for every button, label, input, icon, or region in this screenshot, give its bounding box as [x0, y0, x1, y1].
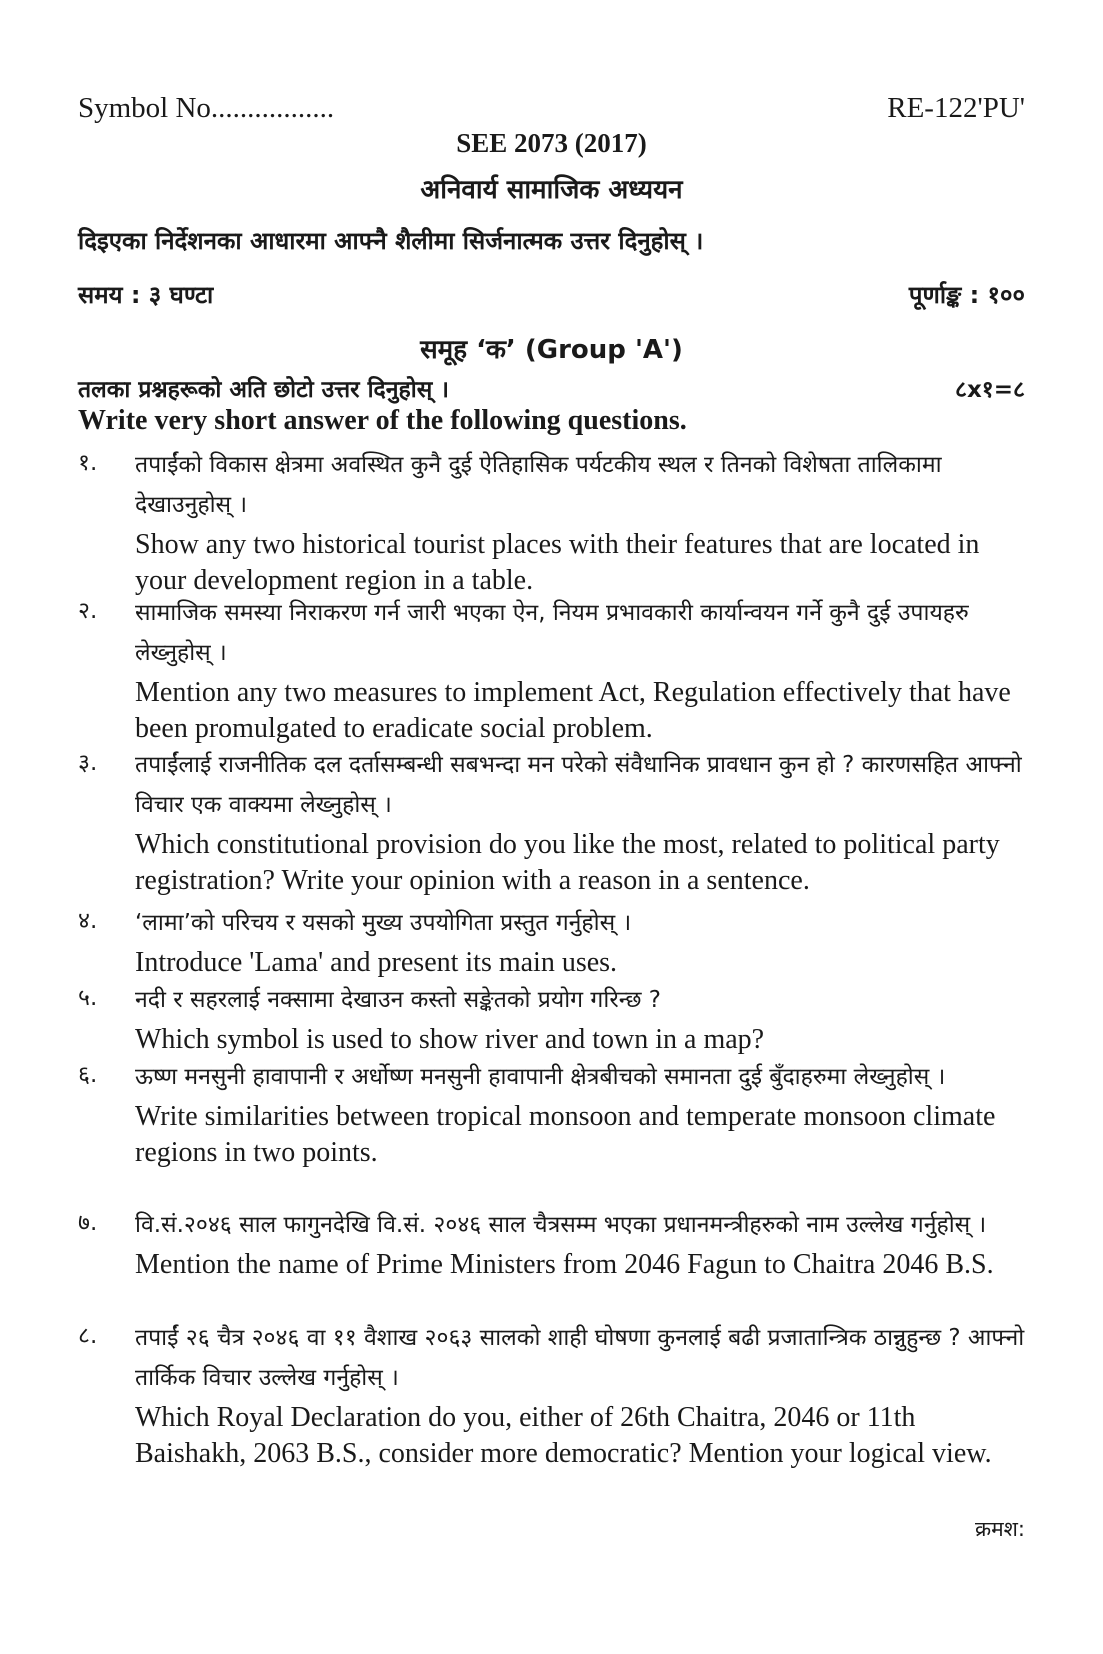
question-text-np: नदी र सहरलाई नक्सामा देखाउन कस्तो सङ्केतको प्रयोग गरिन्छ ? [135, 987, 661, 1013]
full-marks: पूर्णाङ्क : १०० [908, 281, 1025, 309]
question-text-en: Mention any two measures to implement Act, Regulation effectively that have been promulgated to eradicate social problem. [135, 677, 1011, 744]
question-number: ५. [78, 985, 98, 1011]
question-3 [78, 745, 1025, 899]
question-7 [78, 1205, 1025, 1283]
subject-title: अनिवार्य सामाजिक अध्ययन [420, 175, 683, 205]
question-number: ६. [78, 1062, 98, 1088]
symbol-number: Symbol No................. [78, 92, 335, 124]
question-1 [78, 445, 1025, 599]
exam-title: SEE 2073 (2017) [456, 128, 647, 158]
general-instruction: दिइएका निर्देशनका आधारमा आफ्नै शैलीमा सिर्जनात्मक उत्तर दिनुहोस् । [78, 227, 704, 255]
question-4 [78, 903, 1025, 981]
time-marks-row [78, 278, 1025, 311]
paper-code: RE-122'PU' [887, 92, 1025, 124]
question-text-np: सामाजिक समस्या निराकरण गर्न जारी भएका ऐन, नियम प्रभावकारी कार्यान्वयन गर्ने कुनै दुई उपायहरु लेख्नुहोस् । [135, 600, 969, 666]
question-8 [78, 1318, 1025, 1472]
group-instruction-np: तलका प्रश्नहरूको अति छोटो उत्तर दिनुहोस् । [78, 377, 449, 403]
continued-label: क्रमश: [974, 1517, 1025, 1541]
top-header-row [78, 92, 1025, 125]
question-text-np: तपाईंलाई राजनीतिक दल दर्तासम्बन्धी सबभन्दा मन परेको संवैधानिक प्रावधान कुन हो ? कारणसहित आफ्नो विचार एक वाक्यमा लेख्नुहोस् । [135, 752, 1022, 818]
group-title [78, 330, 1025, 366]
group-title-text: समूह ‘क’ (Group 'A') [420, 335, 683, 365]
question-number: ३. [78, 750, 98, 776]
group-marks: ८x१=८ [955, 377, 1025, 403]
group-instruction-row [78, 372, 1025, 404]
question-text-np: तपाईंको विकास क्षेत्रमा अवस्थित कुनै दुई ऐतिहासिक पर्यटकीय स्थल र तिनको विशेषता तालिकामा देखाउनुहोस् । [135, 452, 942, 518]
question-text-np: ऊष्ण मनसुनी हावापानी र अर्धोष्ण मनसुनी हावापानी क्षेत्रबीचको समानता दुई बुँदाहरुमा लेख्नुहोस् । [135, 1064, 946, 1090]
question-text-en: Show any two historical tourist places with their features that are located in your development region in a table. [135, 529, 980, 596]
question-text-en: Which symbol is used to show river and town in a map? [135, 1024, 765, 1055]
question-number: २. [78, 598, 98, 624]
question-text-en: Introduce 'Lama' and present its main uses. [135, 947, 618, 978]
question-6 [78, 1057, 1025, 1171]
time-allowed: समय : ३ घण्टा [78, 281, 214, 309]
question-2 [78, 593, 1025, 747]
question-number: ८. [78, 1323, 98, 1349]
question-text-np: तपाईं २६ चैत्र २०४६ वा ११ वैशाख २०६३ सालको शाही घोषणा कुनलाई बढी प्रजातान्त्रिक ठान्नुहुन्छ ? आफ्नो तार्किक विचार उल्लेख गर्नुहोस् । [135, 1325, 1025, 1391]
question-number: ४. [78, 908, 98, 934]
question-number: ७. [78, 1210, 98, 1236]
question-text-en: Mention the name of Prime Ministers from 2046 Fagun to Chaitra 2046 B.S. [135, 1249, 994, 1280]
question-text-np: ‘लामा’को परिचय र यसको मुख्य उपयोगिता प्रस्तुत गर्नुहोस् । [135, 910, 632, 936]
question-number: १. [78, 450, 98, 476]
question-5 [78, 980, 1025, 1058]
question-text-en: Which Royal Declaration do you, either of 26th Chaitra, 2046 or 11th Baishakh, 2063 B.S., consider more democratic? Mention your logical view. [135, 1402, 992, 1469]
group-instruction-en: Write very short answer of the following questions. [78, 405, 687, 436]
question-text-en: Write similarities between tropical monsoon and temperate monsoon climate regions in two points. [135, 1101, 996, 1168]
question-text-np: वि.सं.२०४६ साल फागुनदेखि वि.सं. २०४६ साल चैत्रसम्म भएका प्रधानमन्त्रीहरुको नाम उल्लेख गर्नुहोस् । [135, 1212, 987, 1238]
question-text-en: Which constitutional provision do you like the most, related to political party registration? Write your opinion with a reason in a sentence. [135, 829, 1000, 896]
